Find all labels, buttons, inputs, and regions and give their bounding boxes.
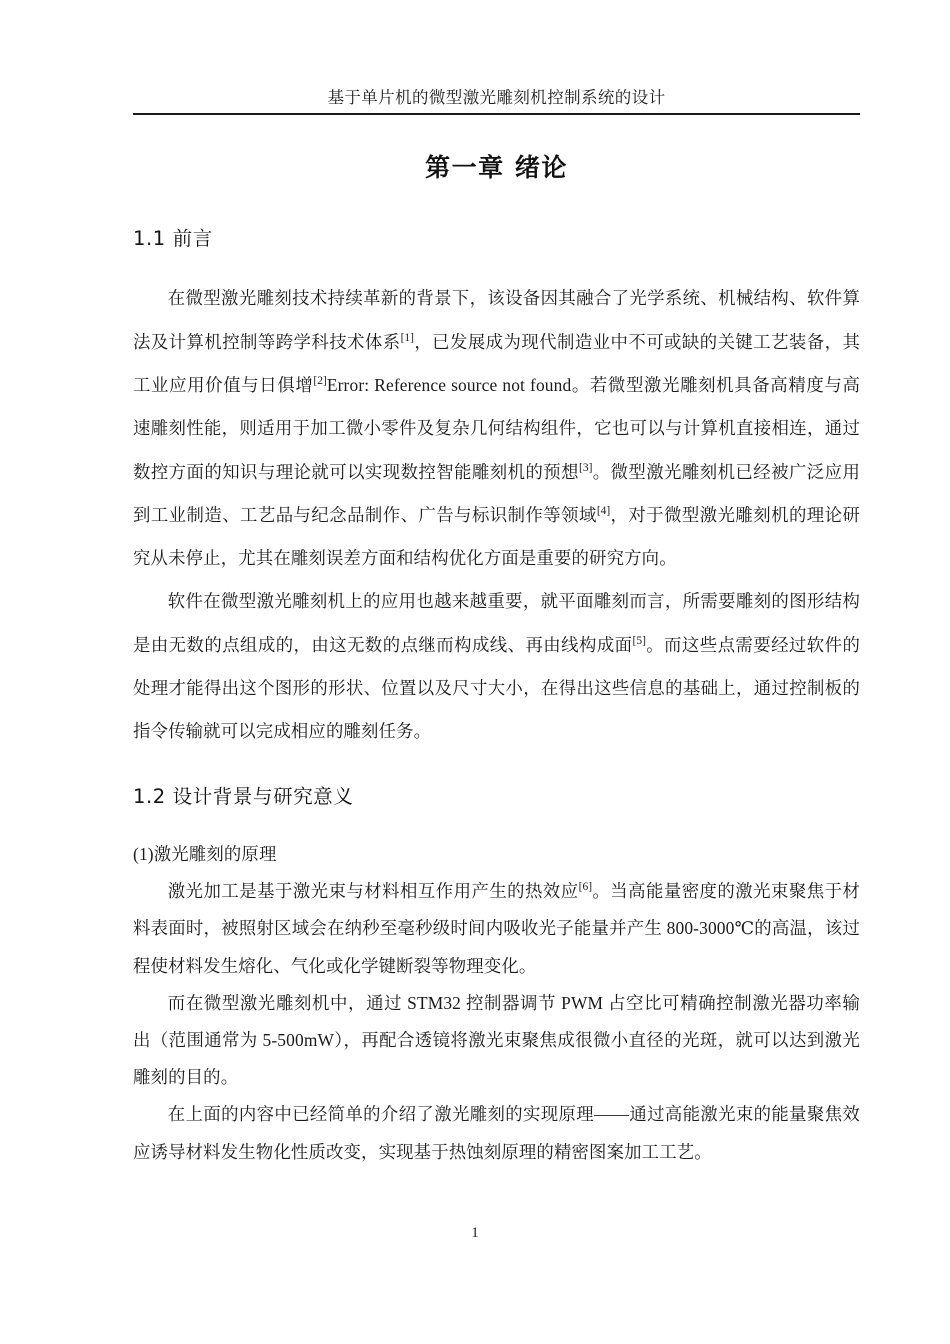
paragraph-text: 。若微型激光雕刻机具备高精度与高速雕刻性能，则适用于加工微小零件及复杂几何结构组件，它也可以与计算机直接相连，通过数控方面的知识与理论就可以实现数控智能雕刻机的预想 <box>133 374 860 482</box>
citation-marker[interactable]: [2] <box>313 375 327 388</box>
sections-container <box>133 226 860 1171</box>
section-heading-1: 1.1 前言 <box>133 227 213 250</box>
paragraph-text: ，对于微型激光雕刻机的理论研究从未停止，尤其在雕刻误差方面和结构优化方面是重要的研究方向。 <box>133 504 860 569</box>
chapter-title: 第一章 绪论 <box>425 153 568 182</box>
body-paragraph <box>133 580 860 753</box>
page-number: 1 <box>471 1225 479 1241</box>
citation-marker[interactable]: [4] <box>596 505 611 518</box>
citation-marker[interactable]: [1] <box>400 331 415 344</box>
running-header <box>133 88 860 115</box>
body-paragraph <box>133 985 860 1097</box>
citation-marker[interactable]: [6] <box>578 881 593 894</box>
paragraph-text: 在上面的内容中已经简单的介绍了激光雕刻的实现原理——通过高能激光束的能量聚焦效应诱导材料发生物化性质改变，实现基于热蚀刻原理的精密图案加工工艺。 <box>133 1104 860 1162</box>
header-divider <box>133 113 860 115</box>
paragraph-text: 。当高能量密度的激光束聚焦于材料表面时，被照射区域会在纳秒至毫秒级时间内吸收光子能量并产生 800-3000℃的高温，该过程使材料发生熔化、气化或化学键断裂等物理变化。 <box>133 881 860 976</box>
citation-marker[interactable]: [3] <box>578 461 593 474</box>
paragraph-text: 。微型激光雕刻机已经被广泛应用到工业制造、工艺品与纪念品制作、广告与标识制作等领域 <box>133 461 860 525</box>
paragraph-group-2 <box>133 836 860 1171</box>
paragraph-text: 而在微型激光雕刻机中，通过 STM32 控制器调节 PWM 占空比可精确控制激光器功率输出（范围通常为 5-500mW），再配合透镜将激光束聚焦成很微小直径的光斑，就可以达到激光雕刻的目的。 <box>133 992 860 1088</box>
paragraph-text: 激光加工是基于激光束与材料相互作用产生的热效应 <box>167 881 579 902</box>
body-paragraph <box>133 1096 860 1170</box>
paragraph-text: 软件在微型激光雕刻机上的应用也越来越重要，就平面雕刻而言，所需要雕刻的图形结构是由无数的点组成的，由这无数的点继而构成线、再由线构成面 <box>133 591 860 655</box>
broken-reference-text: Error: Reference source not found <box>326 374 572 395</box>
paragraph-text: ，已发展成为现代制造业中不可或缺的关键工艺装备，其工业应用价值与日俱增 <box>133 331 860 395</box>
paragraph-text: (1)激光雕刻的原理 <box>133 843 277 864</box>
paragraph-text: 。而这些点需要经过软件的处理才能得出这个图形的形状、位置以及尺寸大小，在得出这些信息的基础上，通过控制板的指令传输就可以完成相应的雕刻任务。 <box>133 634 860 742</box>
citation-marker[interactable]: [5] <box>632 634 646 647</box>
section-heading-2: 1.2 设计背景与研究意义 <box>133 784 354 808</box>
running-header-title: 基于单片机的微型激光雕刻机控制系统的设计 <box>327 88 666 107</box>
paragraph-group-1 <box>133 277 860 753</box>
body-paragraph <box>133 873 860 985</box>
paragraph-text: 在微型激光雕刻技术持续革新的背景下，该设备因其融合了光学系统、机械结构、软件算法及计算机控制等跨学科技术体系 <box>133 288 860 352</box>
document-body <box>133 226 860 1171</box>
body-paragraph <box>133 836 860 873</box>
body-paragraph <box>133 277 860 580</box>
